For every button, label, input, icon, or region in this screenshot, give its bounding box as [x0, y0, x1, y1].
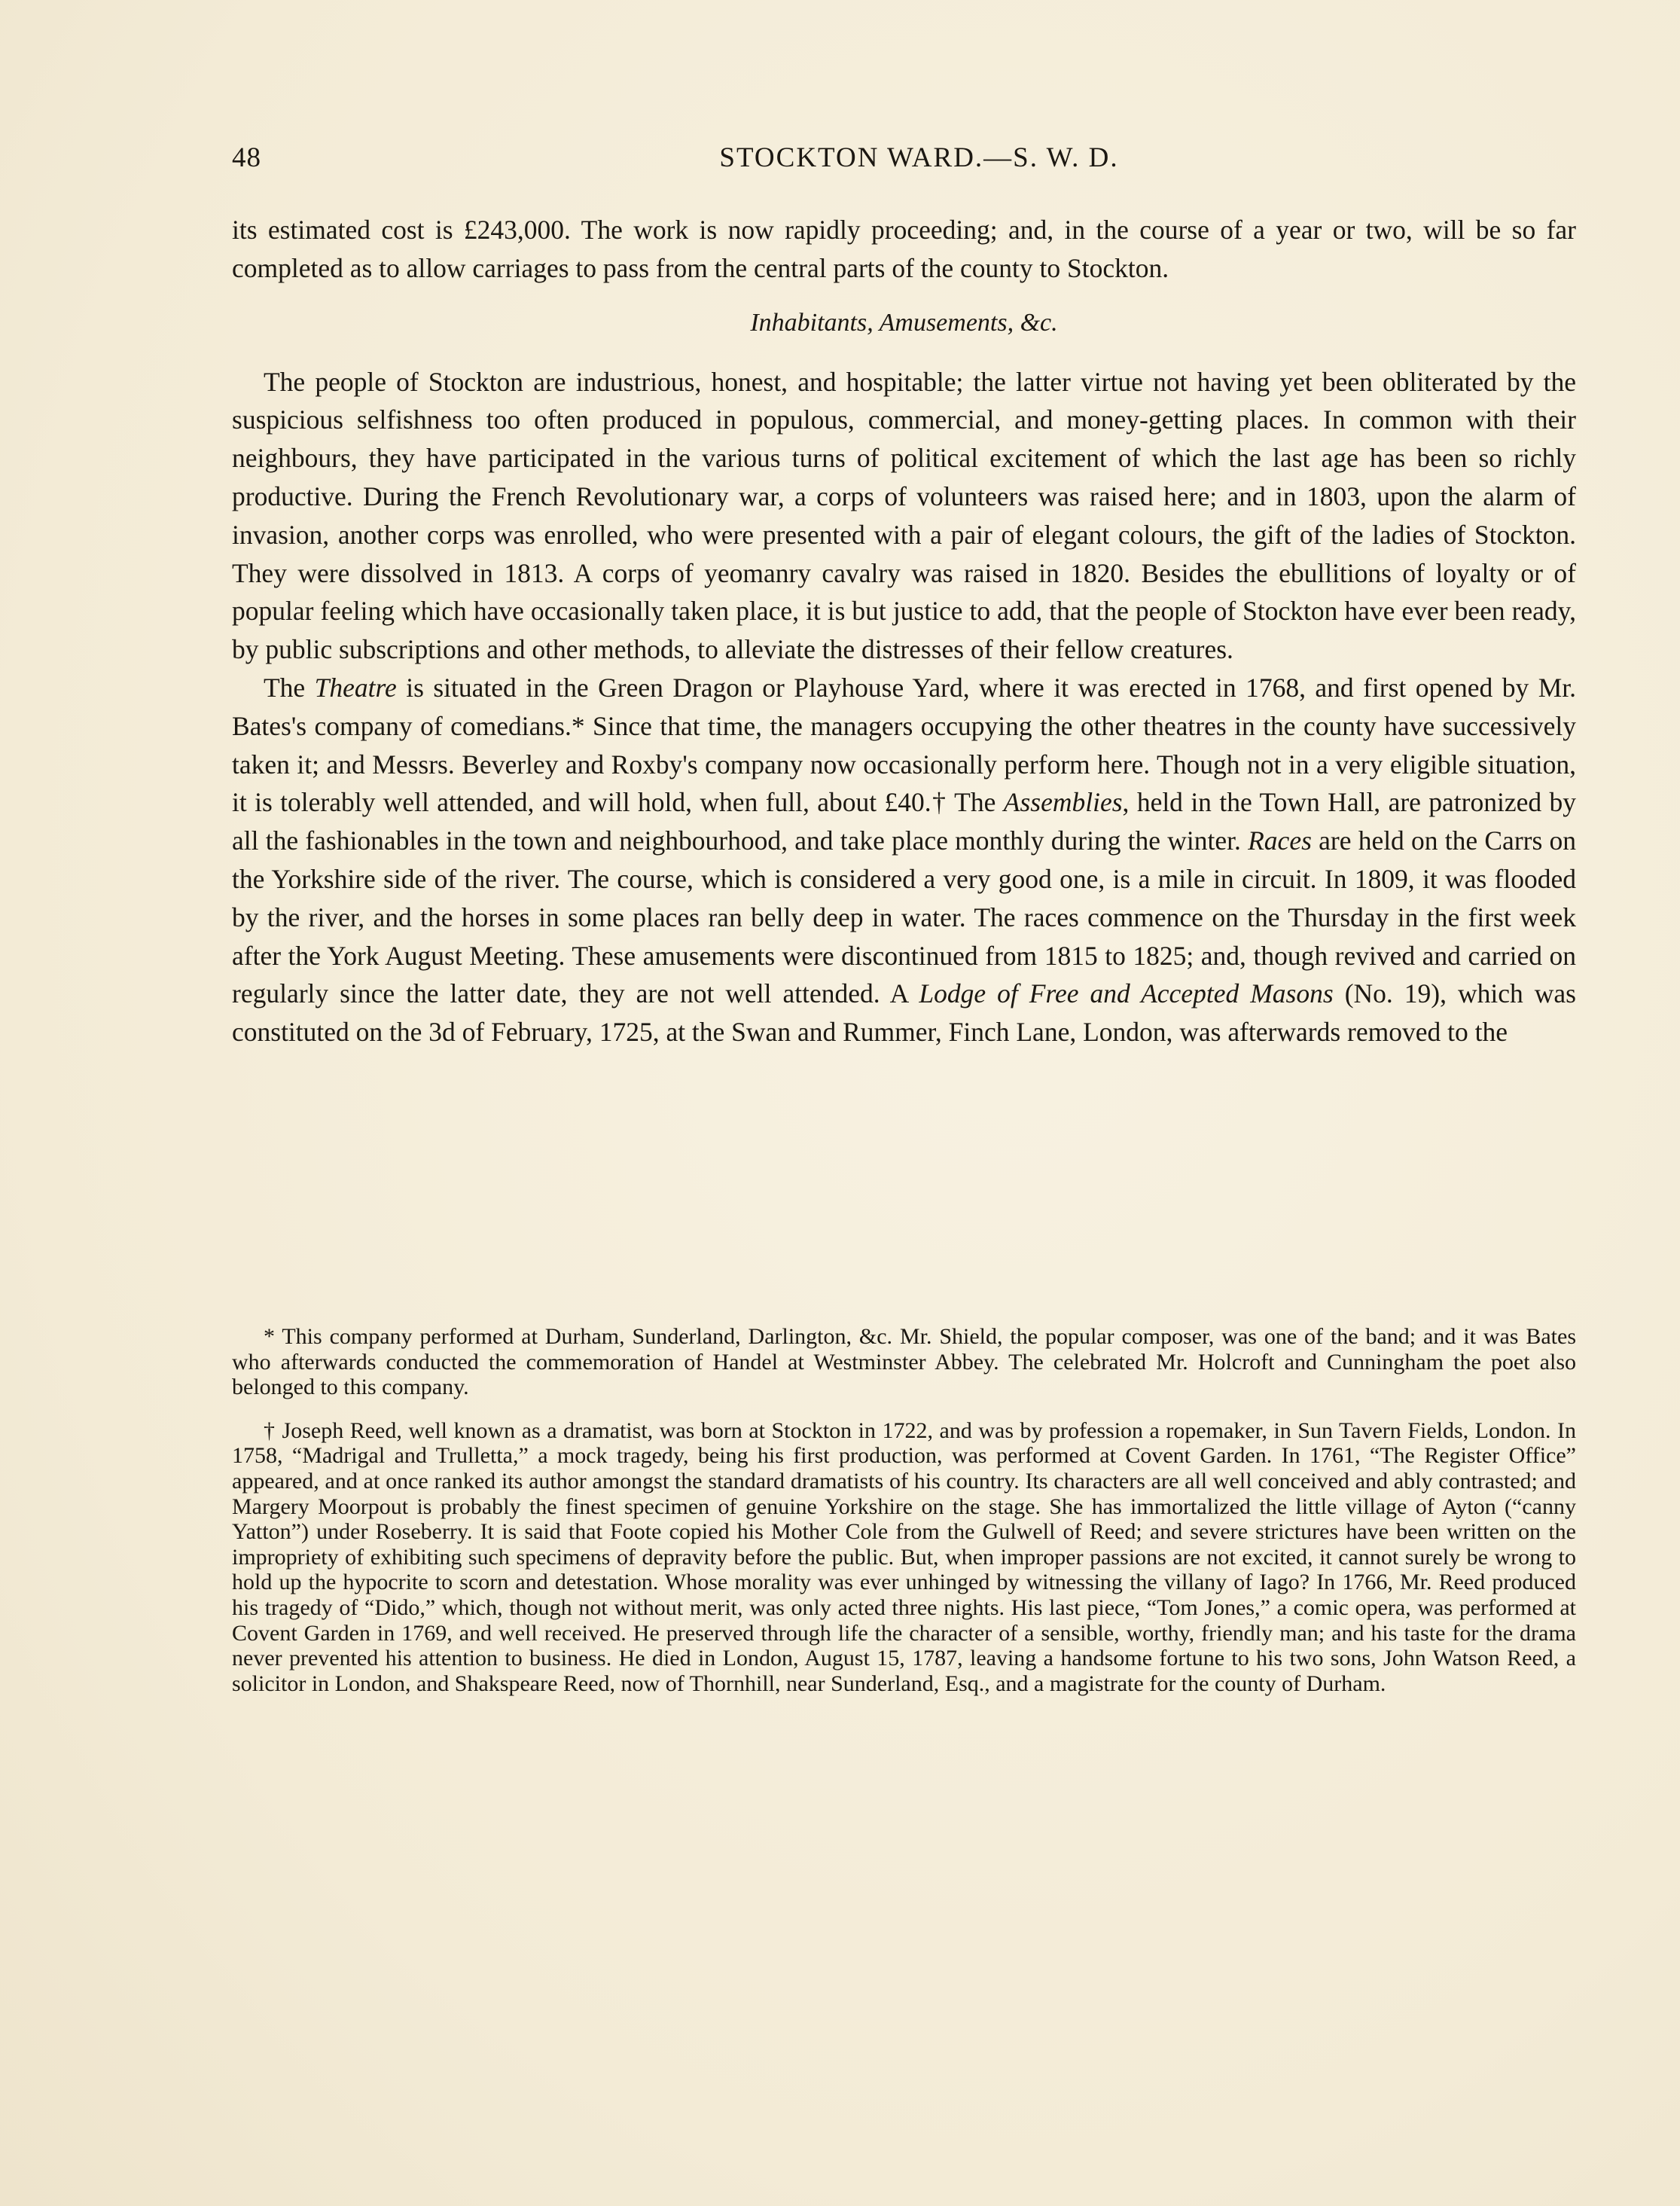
footnotes — [232, 1324, 1576, 1714]
paragraph-amusements — [232, 669, 1576, 1051]
footnote-star: * This company performed at Durham, Sunderland, Darlington, &c. Mr. Shield, the popular composer, was one of the band; and it was Bates who afterwards conducted the commemoration of Handel at Westminster Abbey. The celebrated Mr. Holcroft and Cunningham the poet also belonged to this company. — [232, 1324, 1576, 1400]
main-text — [232, 211, 1576, 1051]
races-term: Races — [1248, 825, 1312, 856]
text-run: The — [264, 672, 315, 703]
continuation-paragraph: its estimated cost is £243,000. The work is now rapidly proceeding; and, in the course of a year or two, will be so far completed as to allow carriages to pass from the central parts of the county to Stockton. — [232, 215, 1576, 283]
lodge-term: Lodge of Free and Accepted Masons — [919, 978, 1334, 1009]
running-head — [232, 142, 1576, 179]
theatre-term: Theatre — [314, 672, 397, 703]
section-heading: Inhabitants, Amusements, &c. — [750, 308, 1058, 337]
text-run: (No. 19), which was constituted on the 3d of February, 1725, at the Swan and Rummer, Finch Lane, London, was afterwards removed to the — [232, 978, 1576, 1048]
footnote-dagger: † Joseph Reed, well known as a dramatist, was born at Stockton in 1722, and was by profession a ropemaker, in Sun Tavern Fields, London. In 1758, “Madrigal and Trulletta,” a mock tragedy, being his first production, was performed at Covent Garden. In 1761, “The Register Office” appeared, and at once ranked its author amongst the standard dramatists of his country. Its characters are all well conceived and ably contrasted; and Margery Moorpout is probably the finest specimen of genuine Yorkshire on the stage. She has immortalized the little village of Ayton (“canny Yatton”) under Roseberry. It is said that Foote copied his Mother Cole from the Gulwell of Reed; and severe strictures have been written on the impropriety of exhibiting such specimens of depravity before the public. But, when improper passions are not excited, it cannot surely be wrong to hold up the hypocrite to scorn and detestation. Whose morality was ever unhinged by witnessing the villany of Iago? In 1766, Mr. Reed produced his tragedy of “Dido,” which, though not without merit, was only acted three nights. His last piece, “Tom Jones,” a comic opera, was performed at Covent Garden in 1769, and well received. He preserved through life the character of a sensible, worthy, friendly man; and his taste for the drama never prevented his attention to business. He died in London, August 15, 1787, leaving a handsome fortune to his two sons, John Watson Reed, a solicitor in London, and Shakspeare Reed, now of Thornhill, near Sunderland, Esq., and a magistrate for the county of Durham. — [232, 1417, 1576, 1696]
running-title: STOCKTON WARD.—S. W. D. — [719, 142, 1119, 173]
page-number: 48 — [232, 142, 261, 173]
paragraph-inhabitants: The people of Stockton are industrious, honest, and hospitable; the latter virtue not having yet been obliterated by the suspicious selfishness too often produced in populous, commercial, and money-getting places. In common with their neighbours, they have participated in the various turns of political excitement of which the last age has been so richly productive. During the French Revolutionary war, a corps of volunteers was raised here; and in 1803, upon the alarm of invasion, another corps was enrolled, who were presented with a pair of elegant colours, the gift of the ladies of Stockton. They were dissolved in 1813. A corps of yeomanry cavalry was raised in 1820. Besides the ebullitions of loyalty or of popular feeling which have occasionally taken place, it is but justice to add, that the people of Stockton have ever been ready, by public subscriptions and other methods, to alleviate the distresses of their fellow creatures. — [232, 366, 1576, 665]
text-run: are held on the Carrs on the Yorkshire side of the river. The course, which is considered a very good one, is a mile in circuit. In 1809, it was flooded by the river, and the horses in some places ran belly deep in water. The races commence on the Thursday in the first week after the York August Meeting. These amusements were discontinued from 1815 to 1825; and, though revived and carried on regularly since the latter date, they are not well attended. A — [232, 825, 1577, 1009]
assemblies-term: Assemblies — [1003, 787, 1123, 818]
text-run: , held in the Town Hall, are patronized by all the fashionables in the town and neighbourhood, and take place monthly during the winter. — [232, 787, 1577, 856]
text-run: is situated in the Green Dragon or Playhouse Yard, where it was erected in 1768, and first opened by Mr. Bates's company of comedians.* Since that time, the managers occupying the other theatres in the county have successively taken it; and Messrs. Beverley and Roxby's company now occasionally perform here. Though not in a very eligible situation, it is tolerably well attended, and will hold, when full, about £40.† The — [232, 672, 1576, 818]
